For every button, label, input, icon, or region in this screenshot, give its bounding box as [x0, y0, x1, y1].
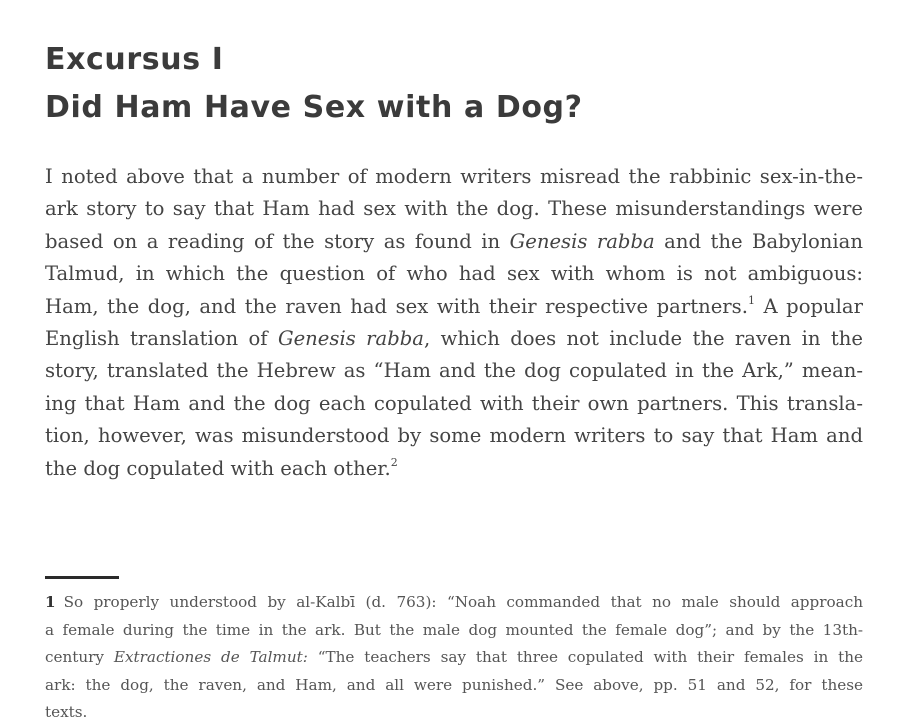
text-run: based on a reading of the story as found in [45, 229, 510, 253]
text-run: English translation of [45, 327, 278, 351]
footnote-line [45, 644, 863, 672]
text-run: “The teachers say that three copulated with their females in the [307, 648, 863, 666]
text-run: Ham, the dog, and the raven had sex with their respective partners. [45, 294, 748, 318]
footnote-ref-2[interactable]: 2 [390, 456, 398, 470]
text-run: the dog copulated with each other. [45, 456, 391, 480]
footnote-line: ark: the dog, the raven, and Ham, and all were punished.” See above, pp. 51 and 52, for these [45, 675, 863, 694]
text-run: A popular [754, 294, 863, 318]
paragraph-line: I noted above that a number of modern writers misread the rabbinic sex-in-the- [45, 165, 863, 188]
text-run: So properly understood by al-Kalbī (d. 763): “Noah commanded that no male should approach [63, 593, 863, 611]
paragraph-line [45, 453, 863, 485]
paragraph-line: ing that Ham and the dog each copulated with their own partners. This transla- [45, 391, 863, 415]
excursus-label: Excursus I [45, 42, 224, 77]
paragraph-line: tion, however, was misunderstood by some modern writers to say that Ham and [45, 424, 863, 448]
paragraph-line [45, 323, 863, 355]
chapter-title: Did Ham Have Sex with a Dog? [45, 90, 583, 125]
paragraph-line: story, translated the Hebrew as “Ham and the dog copulated in the Ark,” mean- [45, 359, 863, 383]
book-title: Genesis rabba [277, 327, 424, 351]
text-run: century [45, 648, 114, 666]
footnote-line: texts. [45, 703, 88, 721]
body-paragraph [45, 161, 863, 485]
footnote-line: a female during the time in the ark. But the male dog mounted the female dog”; and by the 13th- [45, 620, 863, 639]
paragraph-line: ark story to say that Ham had sex with the dog. These misunderstandings were [45, 197, 863, 221]
paragraph-line [45, 226, 863, 258]
book-title: Genesis rabba [509, 229, 655, 253]
footnote-divider [45, 576, 119, 579]
footnote-number: 1 [45, 593, 56, 611]
footnote-1 [45, 589, 863, 727]
text-run: and the Babylonian [654, 229, 863, 253]
paragraph-line: Talmud, in which the question of who had sex with whom is not ambiguous: [45, 262, 863, 286]
paragraph-line [45, 291, 863, 323]
footnote-ref-1[interactable]: 1 [747, 294, 755, 308]
text-run: , which does not include the raven in the [423, 327, 863, 351]
book-title: Extractiones de Talmut: [113, 648, 308, 666]
footnote-line [45, 589, 863, 617]
